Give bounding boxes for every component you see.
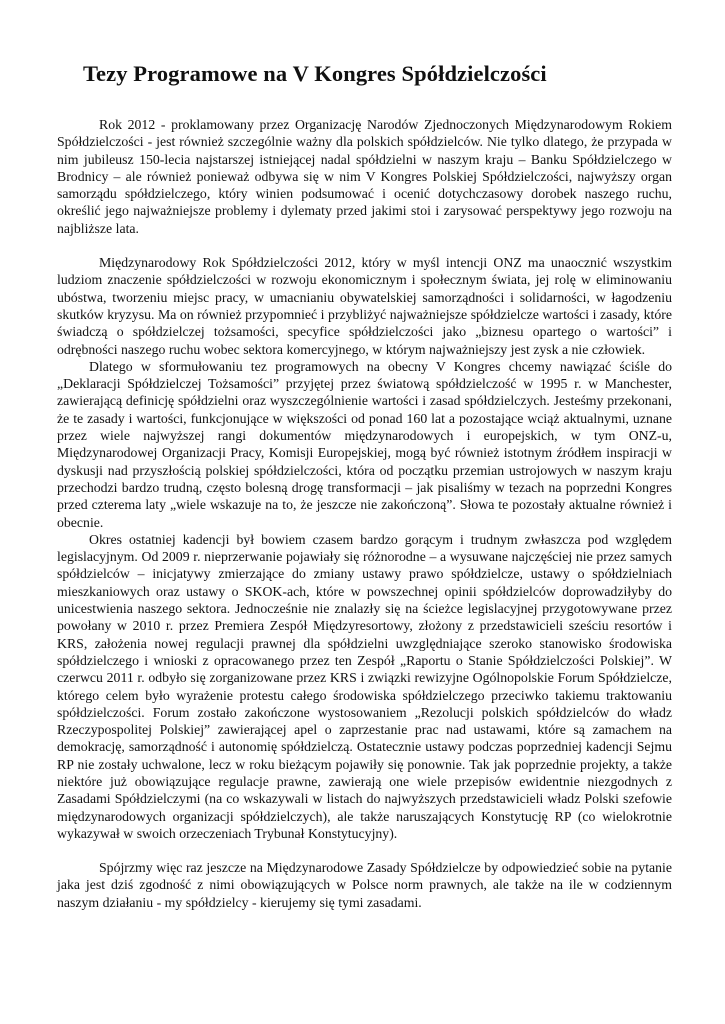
paragraph-intro: Rok 2012 - proklamowany przez Organizację Narodów Zjednoczonych Międzynarodowym Rokiem Spółdzielczości - jest również szczególnie ważny dla polskich spółdzielców. Nie tylko dlatego, że przypada w nim jubileusz 150-lecia najstarszej istniejącej nadal spółdzielni w naszym kraju – Banku Spółdzielczego w Brodnicy – ale również ponieważ odbywa się w nim V Kongres Polskiej Spółdzielczości, najwyższy organ samorządu spółdzielczego, który winien podsumować i ocenić dotychczasowy dorobek naszego ruchu, określić jego najważniejsze problemy i dylematy przed jakimi stoi i zarysować perspektywy jego rozwoju na najbliższe lata. bbox=[57, 117, 672, 236]
paragraph-declaration: Dlatego w sformułowaniu tez programowych na obecny V Kongres chcemy nawiązać ściśle do „Deklaracji Spółdzielczej Tożsamości” przyjętej przez światową spółdzielczość w 1995 r. w Manchester, zawierającą definicję spółdzielni oraz wyszczególnienie wartości i zasad spółdzielczych. Jesteśmy przekonani, że te zasady i wartości, funkcjonujące w większości od ponad 160 lat a pozostające wciąż aktualnymi, uznane przez wiele najwyższej rangi dokumentów międzynarodowych i europejskich, w tym ONZ-u, Międzynarodowej Organizacji Pracy, Komisji Europejskiej, mogą być również istotnym źródłem inspiracji w dyskusji nad przyszłością polskiej spółdzielczości, która od początku przemian ustrojowych w naszym kraju przechodzi bardzo trudną, często bolesną drogę transformacji – jak pisaliśmy w tezach na poprzedni Kongres przed czterema laty „wiele wskazuje na to, że jeszcze nie zakończoną”. Słowa te pozostały aktualne również i obecnie. bbox=[57, 358, 672, 530]
paragraph-legislation: Okres ostatniej kadencji był bowiem czasem bardzo gorącym i trudnym zwłaszcza pod względem legislacyjnym. Od 2009 r. nieprzerwanie pojawiały się różnorodne – a wysuwane najczęściej nie przez samych spółdzielców – inicjatywy zmierzające do zmiany ustawy prawo spółdzielcze, ustawy o spółdzielniach mieszkaniowych oraz ustawy o SKOK-ach, które w powszechnej opinii spółdzielców doprowadziłyby do unicestwienia naszego sektora. Jednocześnie nie znalazły się na ścieżce legislacyjnej przygotowywane przez powołany w 2010 r. przez Premiera Zespół Międzyresortowy, złożony z przedstawicieli sześciu resortów i KRS, założenia nowej regulacji prawnej dla spółdzielni uwzględniające szeroko stanowisko środowiska spółdzielczego i wnioski z opracowanego przez ten Zespół „Raportu o Stanie Spółdzielczości Polskiej”. W czerwcu 2011 r. odbyło się zorganizowane przez KRS i związki rewizyjne Ogólnopolskie Forum Spółdzielcze, którego celem było wyrażenie protestu całego środowiska spółdzielczego przeciwko takiemu traktowaniu spółdzielczości. Forum zostało zakończone wystosowaniem „Rezolucji polskich spółdzielców do władz Rzeczypospolitej Polskiej” zawierającej apel o zaprzestanie prac nad ustawami, które są zamachem na demokrację, samorządność i autonomię spółdzielczą. Ostatecznie ustawy podczas poprzedniej kadencji Sejmu RP nie zostały uchwalone, lecz w roku bieżącym pojawiły się ponownie. Tak jak poprzednie projekty, a także niektóre już obowiązujące regulacje prawne, zawierają one wiele przepisów ewidentnie niezgodnych z Zasadami Spółdzielczymi (na co wskazywali w listach do najwyższych przedstawicieli władz Polski szefowie międzynarodowych organizacji spółdzielczych), ale także naruszających Konstytucję RP (co wielokrotnie wykazywał w swoich orzeczeniach Trybunał Konstytucyjny). bbox=[57, 531, 672, 841]
paragraph-international-year: Międzynarodowy Rok Spółdzielczości 2012, który w myśl intencji ONZ ma unaocznić wszystkim ludziom znaczenie spółdzielczości w rozwoju ekonomicznym i społecznym świata, jej rolę w eliminowaniu ubóstwa, tworzeniu miejsc pracy, w umacnianiu obywatelskiej samorządności i solidarności, w łagodzeniu skutków kryzysu. Ma on również przypomnieć i przybliżyć najważniejsze spółdzielcze wartości i zasady, które świadczą o spółdzielczej tożsamości, specyfice spółdzielczości jako „biznesu opartego o wartości” i odrębności naszego ruchu wobec sektora komercyjnego, w którym najważniejszy jest zysk a nie człowiek. bbox=[57, 255, 672, 357]
paragraph-principles: Spójrzmy więc raz jeszcze na Międzynarodowe Zasady Spółdzielcze by odpowiedzieć sobie na pytanie jaka jest dziś zgodność z nimi obowiązujących w Polsce norm prawnych, ale także na ile w codziennym naszym działaniu - my spółdzielcy - kierujemy się tymi zasadami. bbox=[57, 860, 672, 910]
document-title: Tezy Programowe na V Kongres Spółdzielczości bbox=[83, 61, 547, 86]
